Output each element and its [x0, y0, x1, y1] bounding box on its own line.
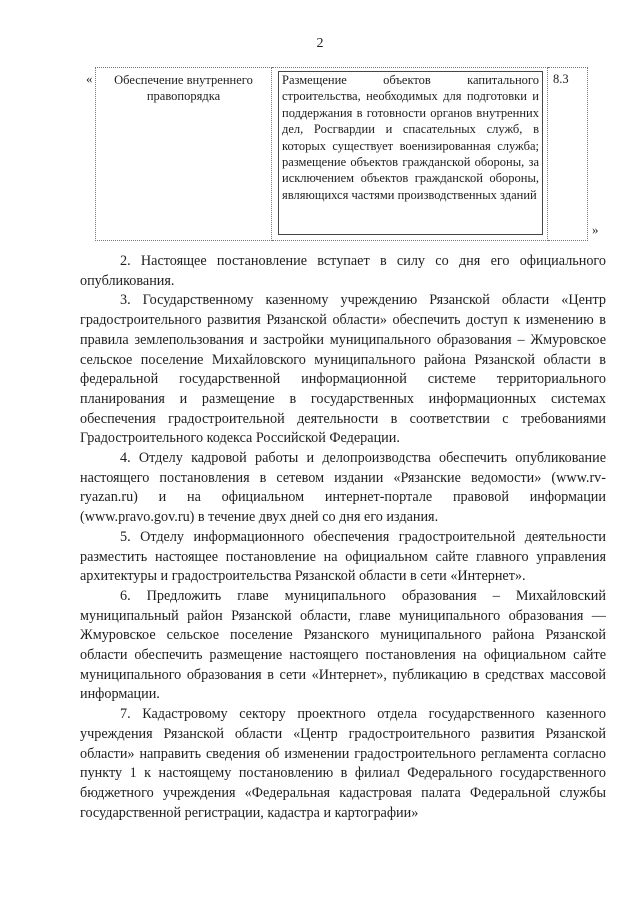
land-use-description-cell: [272, 68, 548, 241]
land-use-name: Обеспечение внутреннего правопорядка: [96, 68, 272, 241]
paragraph-2: 2. Настоящее постановление вступает в силу со дня его официального опубликования.: [80, 253, 606, 289]
paragraph-7: 7. Кадастровому сектору проектного отдела государственного казенного учреждения Рязанской области «Центр градостроительного развития Рязанской области» направить сведения об изменении градостроительного регламента согласно пункту 1 к настоящему постановлению в филиал Федерального государственного бюджетного учреждения «Федеральная кадастровая палата Федеральной службы государственной регистрации, кадастра и картографии»: [80, 706, 606, 821]
land-use-description: Размещение объектов капитального строительства, необходимых для подготовки и поддержания в готовности органов внутренних дел, Росгвардии и спасательных служб, в которых существует военизированная служба; размещение объектов гражданской обороны, за исключением объектов гражданской обороны, являющихся частями производственных зданий: [278, 71, 543, 235]
paragraph-5: 5. Отделу информационного обеспечения градостроительной деятельности разместить настоящее постановление на официальном сайте главного управления архитектуры и градостроительства Рязанской области в сети «Интернет».: [80, 528, 606, 585]
land-use-table: [95, 67, 588, 241]
table-row: [96, 68, 588, 241]
paragraph-3: 3. Государственному казенному учреждению Рязанской области «Центр градостроительного развития Рязанской области» обеспечить доступ к изменению в правила землепользования и застройки муниципального образования – Жмуровское сельское поселение Михайловского муниципального района Рязанской области в федеральной государственной информационной системе территориального планирования и размещение в государственных информационных системах обеспечения градостроительной деятельности в соответствии с требованиями Градостроительного кодекса Российской Федерации.: [80, 292, 606, 447]
paragraph-6: 6. Предложить главе муниципального образования – Михайловский муниципальный район Рязанской области, главе муниципального образования — Жмуровское сельское поселение Рязанского муниципального района Рязанской области обеспечить размещение настоящего постановления на официальном сайте муниципального образования в сети «Интернет», публикацию в средствах массовой информации.: [80, 587, 606, 703]
table-quote-open: «: [86, 71, 93, 86]
page-number: 2: [316, 36, 324, 51]
table-quote-close: »: [592, 222, 599, 237]
paragraph-4: 4. Отделу кадровой работы и делопроизводства обеспечить опубликование настоящего постановления в сетевом издании «Рязанские ведомости» (www.rv-ryazan.ru) и на официальном интернет-портале правовой информации (www.pravo.gov.ru) в течение двух дней со дня его издания.: [80, 450, 606, 526]
land-use-code: 8.3: [548, 68, 588, 241]
resolution-body: [80, 252, 606, 823]
